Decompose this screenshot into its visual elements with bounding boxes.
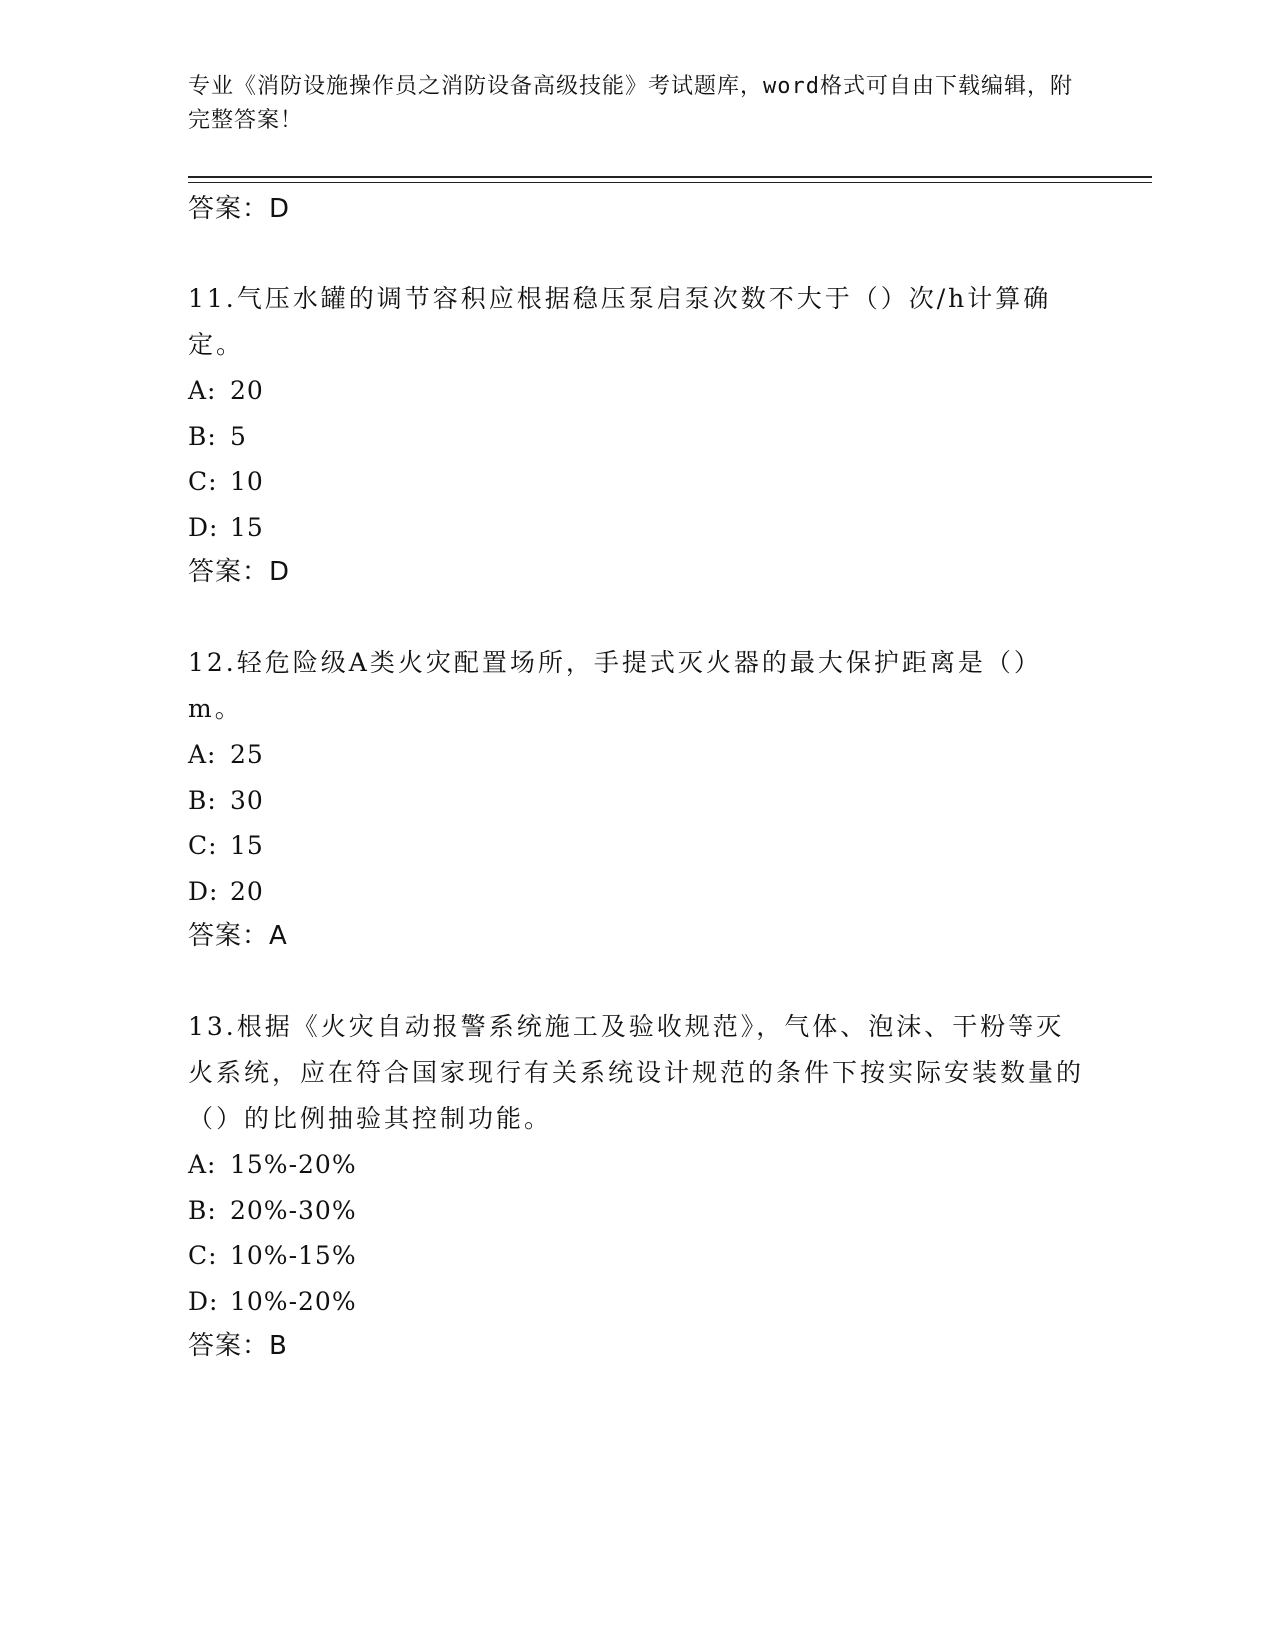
option-a xyxy=(188,732,1088,778)
question-13 xyxy=(188,1004,1088,1369)
option-value: 20 xyxy=(230,876,264,906)
question-text: 11.气压水罐的调节容积应根据稳压泵启泵次数不大于（）次/h计算确定。 xyxy=(188,284,1052,359)
option-letter: B: xyxy=(188,1195,217,1225)
header-divider-thin xyxy=(188,182,1152,183)
option-d xyxy=(188,505,1088,551)
option-value: 10%-20% xyxy=(230,1286,357,1316)
option-b xyxy=(188,778,1088,824)
question-text: 13.根据《火灾自动报警系统施工及验收规范》，气体、泡沫、干粉等灭火系统，应在符合国家现行有关系统设计规范的条件下按实际安装数量的（）的比例抽验其控制功能。 xyxy=(188,1012,1085,1133)
option-value: 5 xyxy=(230,421,247,451)
header-divider xyxy=(188,176,1152,178)
option-letter: D: xyxy=(188,876,219,906)
option-value: 20 xyxy=(230,376,264,405)
option-letter: B: xyxy=(188,785,217,815)
question-text: 12.轻危险级A类火灾配置场所，手提式灭火器的最大保护距离是（）m。 xyxy=(188,648,1042,723)
option-letter: C: xyxy=(188,467,218,496)
question-12 xyxy=(188,640,1088,959)
option-value: 10 xyxy=(230,467,264,496)
option-a xyxy=(188,1142,1088,1188)
answer-line: 答案：A xyxy=(188,921,288,951)
option-value: 10%-15% xyxy=(230,1241,357,1270)
option-value: 30 xyxy=(230,785,264,815)
option-value: 15%-20% xyxy=(230,1150,357,1179)
option-c xyxy=(188,823,1088,869)
question-11 xyxy=(188,276,1088,595)
page-header-text: 专业《消防设施操作员之消防设备高级技能》考试题库，word格式可自由下载编辑，附完整答案！ xyxy=(188,74,1073,133)
option-value: 15 xyxy=(230,831,264,860)
option-letter: C: xyxy=(188,1241,218,1270)
option-value: 15 xyxy=(230,512,264,542)
option-b xyxy=(188,414,1088,460)
option-d xyxy=(188,1279,1088,1325)
answer-line: 答案：B xyxy=(188,1331,288,1361)
option-letter: D: xyxy=(188,512,219,542)
option-b xyxy=(188,1188,1088,1234)
option-c xyxy=(188,459,1088,505)
option-letter: C: xyxy=(188,831,218,860)
option-a xyxy=(188,368,1088,414)
option-letter: A: xyxy=(188,1150,217,1179)
option-c xyxy=(188,1233,1088,1279)
option-letter: B: xyxy=(188,421,217,451)
option-letter: D: xyxy=(188,1286,219,1316)
option-d xyxy=(188,869,1088,915)
option-value: 25 xyxy=(230,740,264,769)
option-letter: A: xyxy=(188,740,217,769)
answer-line: 答案：D xyxy=(188,557,291,587)
previous-answer: 答案：D xyxy=(188,194,291,224)
option-value: 20%-30% xyxy=(230,1195,357,1225)
option-letter: A: xyxy=(188,376,217,405)
